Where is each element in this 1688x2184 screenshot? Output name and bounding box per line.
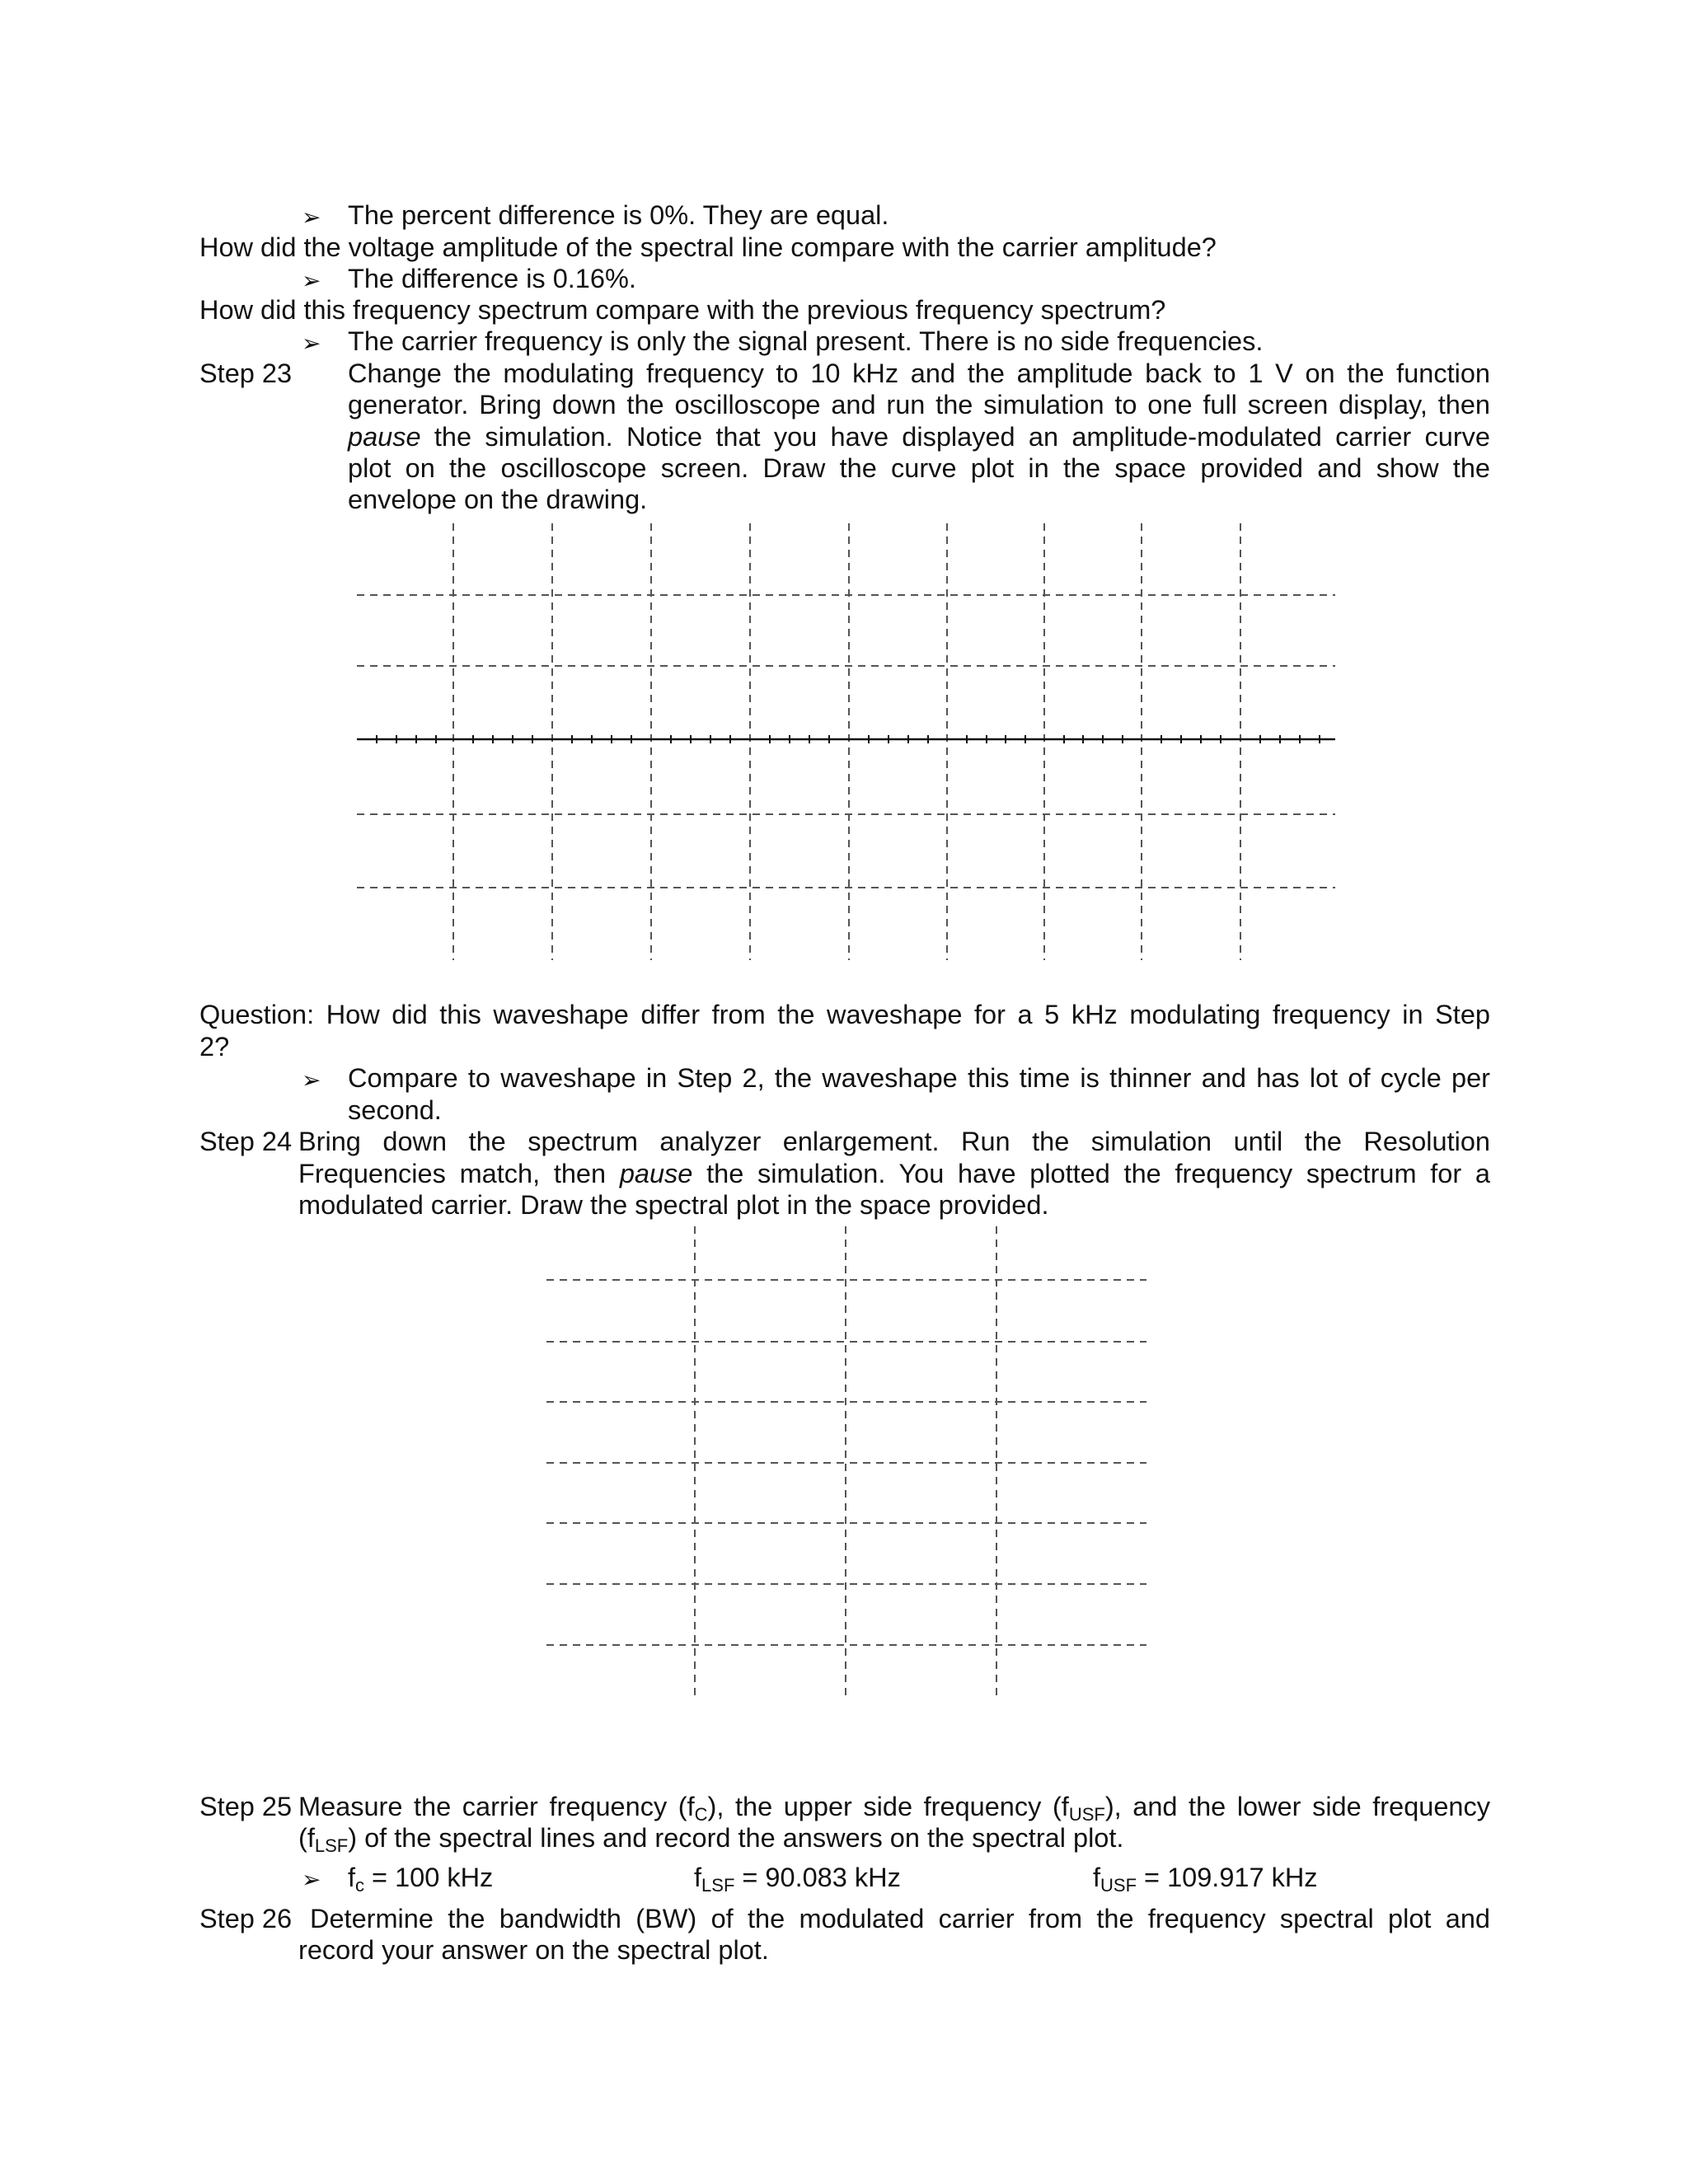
bullet-arrow-icon: ➢ (302, 267, 321, 294)
bullet-arrow-icon: ➢ (302, 1066, 321, 1094)
step-23-line-5: envelope on the drawing. (348, 485, 648, 514)
answer-spectrum-compare: The carrier frequency is only the signal present. There is no side frequencies. (348, 326, 1264, 356)
step-23-line-1: Change the modulating frequency to 10 kHz and the amplitude back to 1 V on the function (348, 359, 1490, 388)
fusf-amount: = 109.917 kHz (1137, 1863, 1318, 1892)
question-waveshape-line-2: 2? (199, 1032, 230, 1062)
step-24-line-1: Bring down the spectrum analyzer enlargement. Run the simulation until the Resolution (298, 1127, 1490, 1156)
step-26-label: Step 26 (199, 1904, 293, 1933)
step-25-label: Step 25 (199, 1792, 293, 1821)
fusf-subscript: USF (1100, 1875, 1137, 1896)
step-23-line-4: plot on the oscilloscope screen. Draw the curve plot in the space provided and show the (348, 453, 1490, 483)
step-25-line-1-b: ), the upper side frequency (f (707, 1792, 1069, 1821)
step-24-line-3: modulated carrier. Draw the spectral plot in the space provided. (298, 1190, 1049, 1220)
answer-percent-difference: The percent difference is 0%. They are equal. (348, 200, 889, 230)
subscript-usf: USF (1068, 1804, 1105, 1825)
step-26-line-1: Determine the bandwidth (BW) of the modulated carrier from the frequency spectral plot and (310, 1904, 1490, 1933)
answer-waveshape-line-2: second. (348, 1095, 442, 1125)
step-25-line-2-a: (f (298, 1823, 315, 1853)
step-24-label: Step 24 (199, 1127, 293, 1156)
step-25-line-2 (298, 1822, 1123, 1854)
question-voltage-amplitude: How did the voltage amplitude of the spectral line compare with the carrier amplitude? (199, 232, 1217, 262)
fc-amount: = 100 kHz (364, 1863, 494, 1892)
fc-subscript: c (355, 1875, 365, 1896)
flsf-value (694, 1862, 901, 1894)
fc-value (348, 1862, 493, 1894)
fusf-value (1093, 1862, 1318, 1894)
step-25-line-1 (298, 1791, 1490, 1823)
bullet-arrow-icon: ➢ (302, 330, 321, 357)
question-spectrum-compare: How did this frequency spectrum compare with the previous frequency spectrum? (199, 295, 1166, 325)
answer-waveshape-line-1: Compare to waveshape in Step 2, the waveshape this time is thinner and has lot of cycle per (348, 1063, 1490, 1093)
flsf-amount: = 90.083 kHz (734, 1863, 901, 1892)
step-26-line-2: record your answer on the spectral plot. (298, 1935, 769, 1965)
fc-symbol: f (348, 1863, 356, 1892)
step-25-line-1-c: ), and the lower side frequency (1104, 1792, 1490, 1821)
flsf-symbol: f (694, 1863, 702, 1892)
step-23-line-3-rest: the simulation. Notice that you have displayed an amplitude-modulated carrier curve (420, 422, 1490, 452)
step-25-line-1-a: Measure the carrier frequency (f (298, 1792, 695, 1821)
step-24-line-2-b: the simulation. You have plotted the frequency spectrum for a (692, 1159, 1490, 1188)
question-waveshape-line-1: Question: How did this waveshape differ from the waveshape for a 5 kHz modulating frequency in Step (199, 1000, 1490, 1029)
step-23-line-2: generator. Bring down the oscilloscope and run the simulation to one full screen display, then (348, 390, 1490, 419)
subscript-c: C (694, 1804, 708, 1825)
fusf-symbol: f (1093, 1863, 1101, 1892)
step-24-line-2-a: Frequencies match, then (298, 1159, 620, 1188)
step-25-line-2-b: ) of the spectral lines and record the answers on the spectral plot. (348, 1823, 1124, 1853)
pause-emphasis: pause (348, 422, 421, 452)
step-23-label: Step 23 (199, 359, 293, 388)
bullet-arrow-icon: ➢ (302, 204, 321, 231)
flsf-subscript: LSF (701, 1875, 735, 1896)
subscript-lsf: LSF (314, 1835, 349, 1856)
pause-emphasis: pause (619, 1159, 693, 1188)
bullet-arrow-icon: ➢ (302, 1866, 321, 1893)
answer-voltage-amplitude: The difference is 0.16%. (348, 264, 636, 293)
